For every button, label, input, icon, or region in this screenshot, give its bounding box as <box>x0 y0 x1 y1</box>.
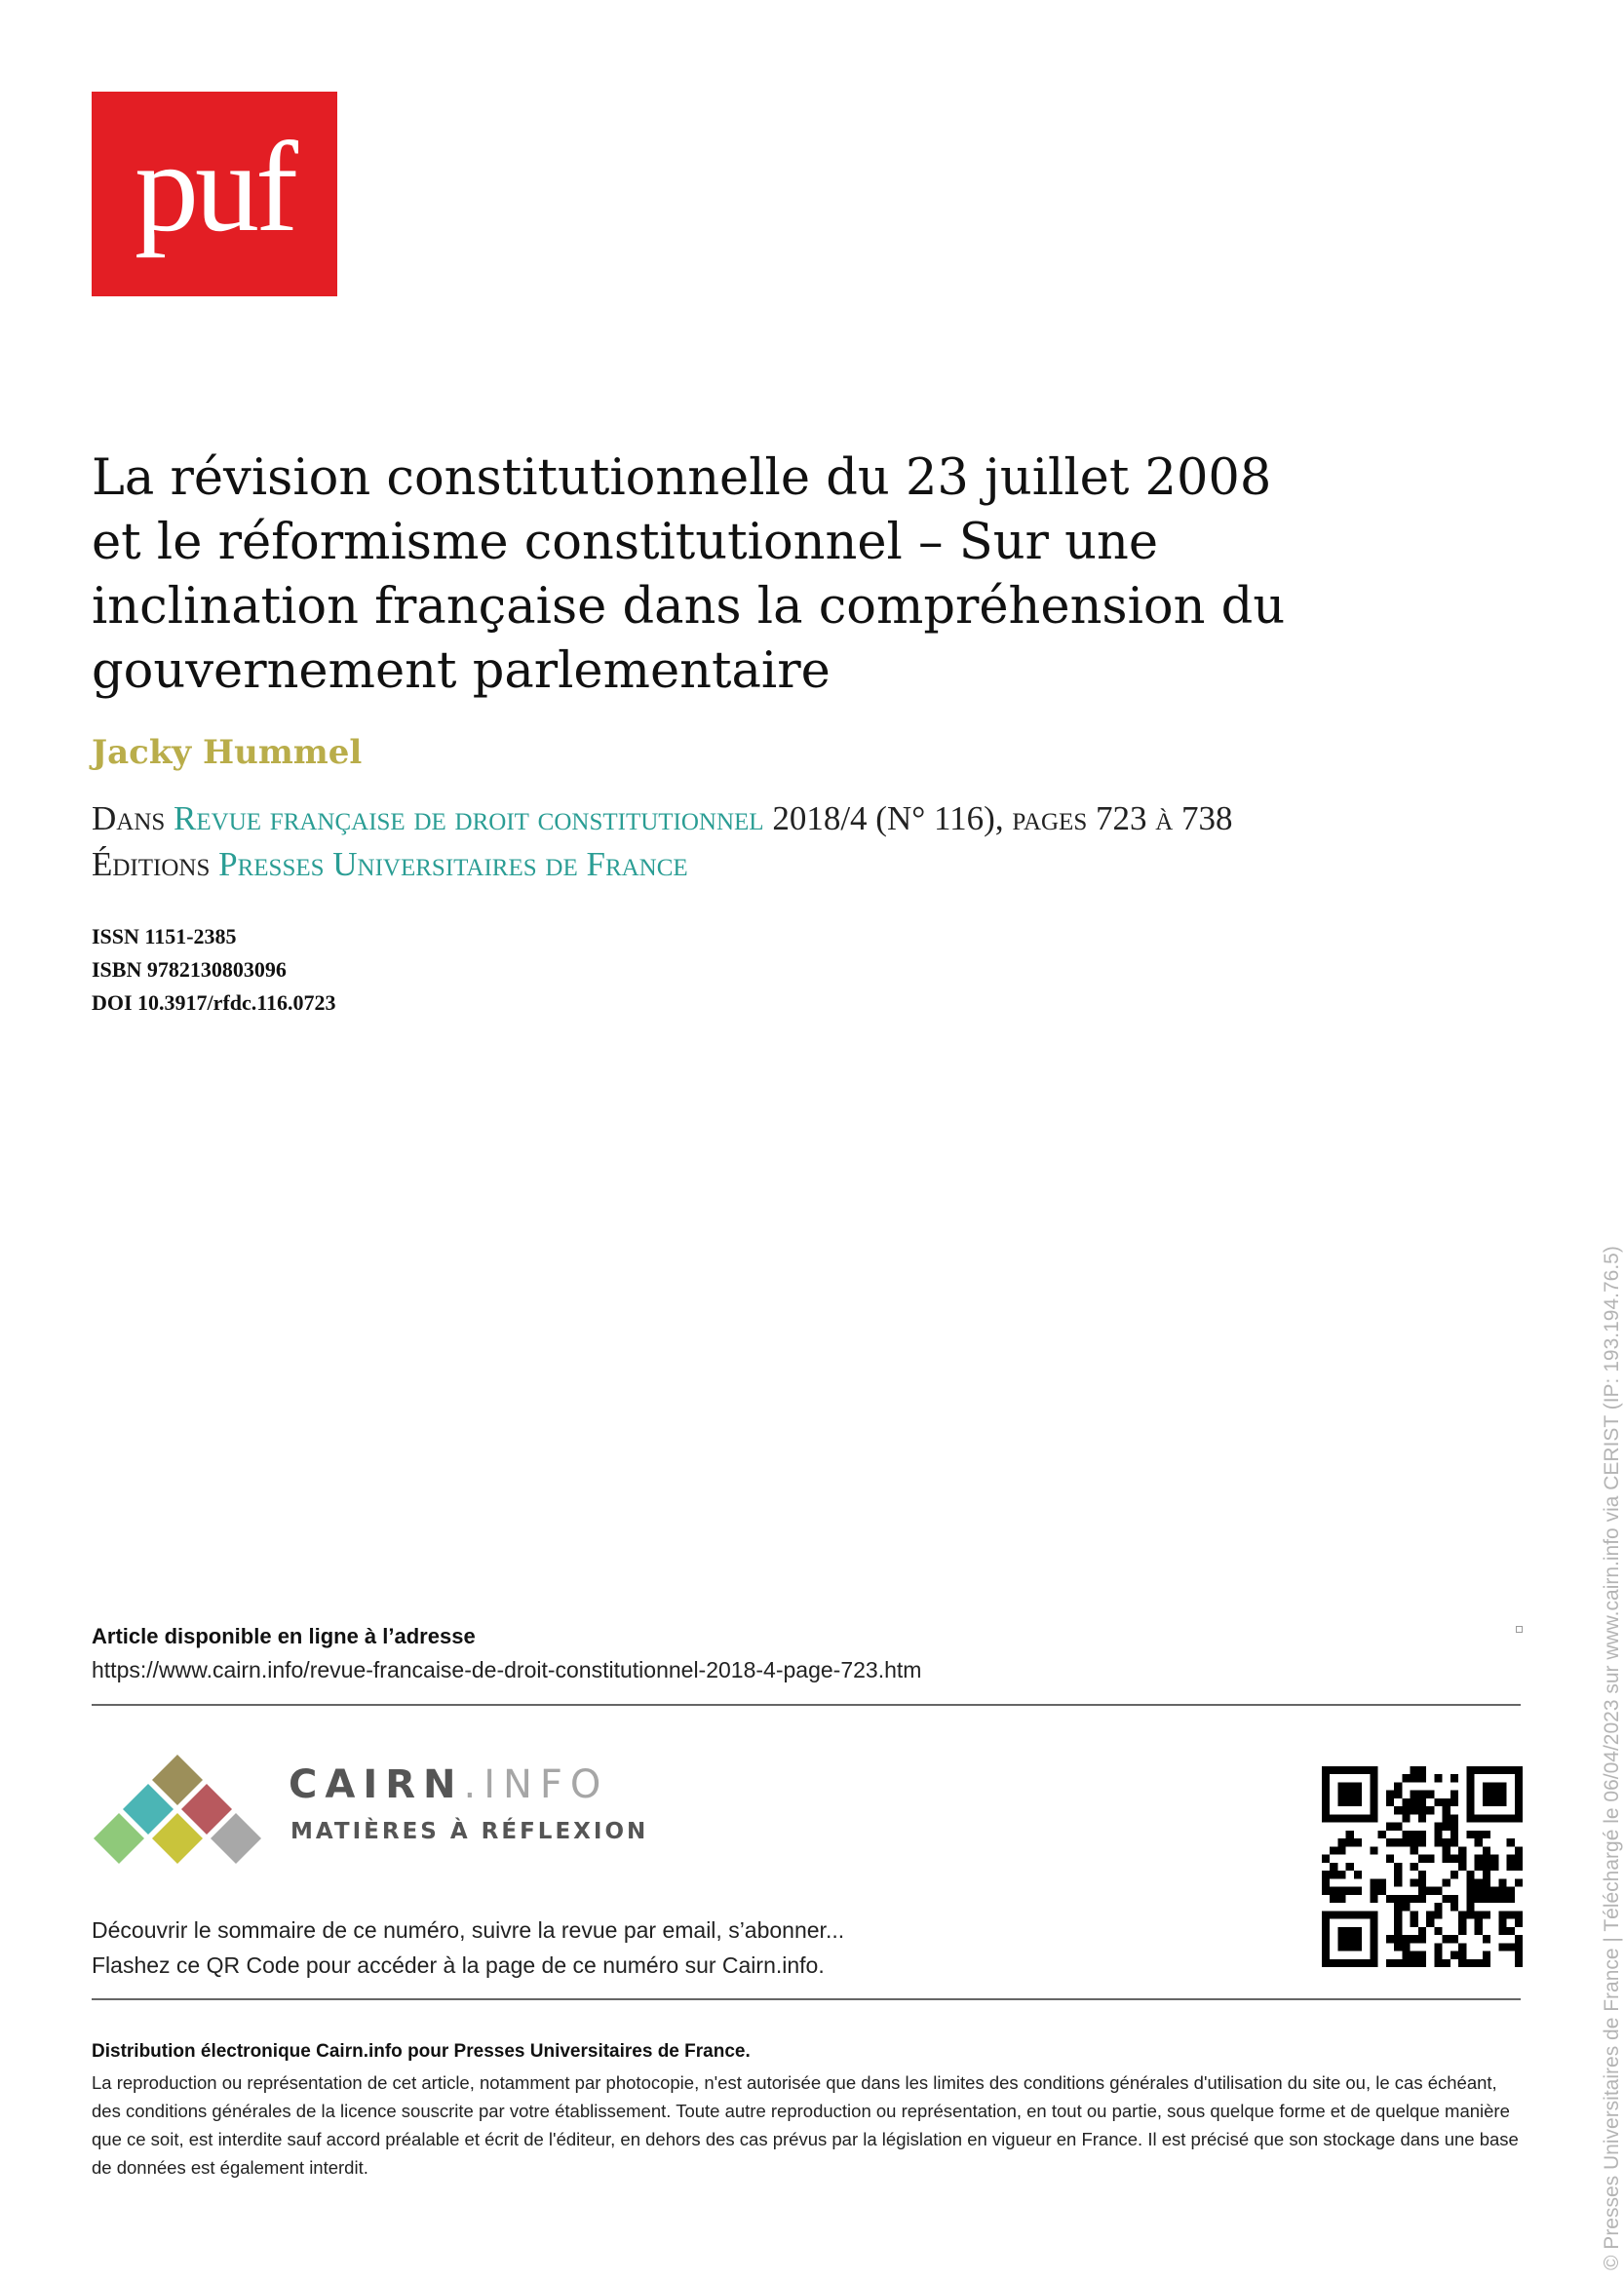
qr-module <box>1370 1846 1377 1854</box>
qr-module <box>1507 1863 1515 1871</box>
qr-module <box>1426 1911 1434 1918</box>
qr-module <box>1450 1823 1458 1831</box>
qr-module <box>1483 1887 1490 1895</box>
qr-module <box>1507 1943 1515 1951</box>
journal-line <box>92 795 1456 841</box>
qr-module <box>1483 1831 1490 1838</box>
qr-module <box>1434 1823 1442 1831</box>
qr-module <box>1458 1846 1466 1854</box>
qr-module <box>1411 1959 1418 1967</box>
qr-module <box>1475 1911 1483 1918</box>
qr-module <box>1346 1838 1354 1846</box>
qr-module <box>1507 1838 1515 1846</box>
qr-module <box>1515 1911 1523 1918</box>
qr-module <box>1330 1871 1337 1878</box>
qr-module <box>1466 1895 1474 1903</box>
divider-top <box>92 1704 1521 1706</box>
qr-module <box>1426 1919 1434 1927</box>
qr-module <box>1418 1871 1426 1878</box>
qr-module <box>1386 1855 1394 1863</box>
qr-module <box>1515 1855 1523 1863</box>
qr-module <box>1443 1878 1450 1886</box>
article-title: La révision constitutionnelle du 23 juillet 2008 et le réformisme constitutionnel – Sur une inclination française dans la compréhension du gouvernement parlementaire <box>92 449 1286 700</box>
qr-module <box>1418 1887 1426 1895</box>
qr-module <box>1466 1887 1474 1895</box>
qr-module <box>1498 1919 1506 1927</box>
qr-module <box>1458 1943 1466 1951</box>
qr-module <box>1450 1935 1458 1943</box>
publication-info <box>92 795 1456 887</box>
qr-module <box>1507 1911 1515 1918</box>
qr-module <box>1411 1935 1418 1943</box>
publisher-link[interactable]: Presses Universitaires de France <box>218 845 688 883</box>
qr-module <box>1515 1863 1523 1871</box>
cairn-diamond-logo <box>92 1755 263 1866</box>
qr-module <box>1402 1831 1410 1838</box>
qr-module <box>1434 1952 1442 1959</box>
qr-module <box>1466 1959 1474 1967</box>
qr-module <box>1330 1863 1337 1871</box>
qr-module <box>1411 1791 1418 1798</box>
download-watermark: © Presses Universitaires de France | Téléchargé le 06/04/2023 sur www.cairn.info via CERIST (IP: 193.194.76.5) <box>1601 1246 1623 2270</box>
qr-module <box>1515 1935 1523 1943</box>
qr-module <box>1330 1846 1337 1854</box>
qr-module <box>1418 1806 1426 1814</box>
qr-module <box>1426 1855 1434 1863</box>
qr-module <box>1418 1855 1426 1863</box>
qr-module <box>1411 1831 1418 1838</box>
qr-module <box>1466 1911 1474 1918</box>
qr-module <box>1443 1935 1450 1943</box>
qr-module <box>1322 1887 1330 1895</box>
editions-label: Éditions <box>92 845 211 883</box>
qr-module <box>1443 1806 1450 1814</box>
qr-module <box>1378 1887 1386 1895</box>
qr-module <box>1450 1903 1458 1911</box>
qr-module <box>1402 1952 1410 1959</box>
qr-module <box>1394 1911 1402 1918</box>
qr-module <box>1458 1855 1466 1863</box>
qr-module <box>1483 1878 1490 1886</box>
qr-module <box>1418 1814 1426 1822</box>
qr-module <box>1402 1798 1410 1806</box>
qr-module <box>1498 1927 1506 1935</box>
journal-link[interactable]: Revue française de droit constitutionnel <box>174 799 764 837</box>
qr-module <box>1394 1927 1402 1935</box>
qr-module <box>1370 1878 1377 1886</box>
qr-finder-core <box>1483 1782 1507 1806</box>
qr-module <box>1458 1911 1466 1918</box>
qr-module <box>1330 1887 1337 1895</box>
qr-module <box>1418 1791 1426 1798</box>
distribution-title: Distribution électronique Cairn.info pour Presses Universitaires de France. <box>92 2041 751 2062</box>
qr-module <box>1394 1838 1402 1846</box>
qr-module <box>1402 1895 1410 1903</box>
qr-module <box>1475 1927 1483 1935</box>
qr-module <box>1450 1855 1458 1863</box>
qr-module <box>1507 1887 1515 1895</box>
qr-module <box>1450 1798 1458 1806</box>
qr-module <box>1411 1846 1418 1854</box>
qr-module <box>1483 1855 1490 1863</box>
qr-module <box>1434 1838 1442 1846</box>
qr-module <box>1354 1887 1362 1895</box>
qr-module <box>1507 1855 1515 1863</box>
qr-module <box>1443 1814 1450 1822</box>
qr-module <box>1337 1846 1345 1854</box>
qr-module <box>1434 1911 1442 1918</box>
qr-module <box>1337 1887 1345 1895</box>
qr-module <box>1402 1959 1410 1967</box>
qr-module <box>1498 1878 1506 1886</box>
qr-module <box>1458 1959 1466 1967</box>
qr-module <box>1354 1871 1362 1878</box>
cairn-info: .INFO <box>463 1762 609 1807</box>
qr-module <box>1378 1831 1386 1838</box>
cairn-wordmark[interactable] <box>289 1762 608 1807</box>
qr-module <box>1475 1855 1483 1863</box>
qr-code[interactable] <box>1322 1766 1523 1967</box>
qr-module <box>1402 1838 1410 1846</box>
qr-module <box>1394 1863 1402 1871</box>
qr-module <box>1498 1943 1506 1951</box>
qr-module <box>1346 1831 1354 1838</box>
online-url-link[interactable]: https://www.cairn.info/revue-francaise-de-droit-constitutionnel-2018-4-page-723.htm <box>92 1657 922 1682</box>
qr-module <box>1475 1895 1483 1903</box>
identifiers <box>92 920 336 1020</box>
qr-module <box>1498 1887 1506 1895</box>
qr-module <box>1475 1959 1483 1967</box>
isbn: ISBN 9782130803096 <box>92 957 287 982</box>
qr-module <box>1337 1895 1345 1903</box>
qr-module <box>1426 1806 1434 1814</box>
qr-module <box>1466 1903 1474 1911</box>
qr-module <box>1458 1952 1466 1959</box>
qr-module <box>1483 1871 1490 1878</box>
qr-module <box>1418 1895 1426 1903</box>
qr-module <box>1418 1798 1426 1806</box>
qr-module <box>1443 1838 1450 1846</box>
qr-module <box>1394 1806 1402 1814</box>
qr-module <box>1498 1911 1506 1918</box>
qr-module <box>1443 1823 1450 1831</box>
qr-finder-core <box>1337 1927 1362 1952</box>
qr-module <box>1515 1952 1523 1959</box>
qr-module <box>1475 1831 1483 1838</box>
qr-module <box>1394 1823 1402 1831</box>
page-range: , pages 723 à 738 <box>994 799 1233 837</box>
qr-module <box>1418 1952 1426 1959</box>
qr-module <box>1475 1863 1483 1871</box>
qr-module <box>1394 1943 1402 1951</box>
issue-number: 2018/4 (N° 116) <box>772 799 995 837</box>
qr-module <box>1418 1831 1426 1838</box>
qr-module <box>1418 1878 1426 1886</box>
qr-module <box>1434 1831 1442 1838</box>
qr-module <box>1418 1838 1426 1846</box>
qr-module <box>1411 1895 1418 1903</box>
qr-module <box>1346 1887 1354 1895</box>
qr-module <box>1402 1806 1410 1814</box>
qr-module <box>1483 1959 1490 1967</box>
qr-module <box>1515 1959 1523 1967</box>
qr-module <box>1418 1959 1426 1967</box>
marker-box <box>1516 1626 1523 1633</box>
qr-module <box>1394 1959 1402 1967</box>
qr-module <box>1443 1895 1450 1903</box>
qr-module <box>1450 1952 1458 1959</box>
qr-module <box>1458 1863 1466 1871</box>
qr-module <box>1394 1871 1402 1878</box>
qr-module <box>1434 1943 1442 1951</box>
qr-module <box>1337 1871 1345 1878</box>
qr-module <box>1411 1952 1418 1959</box>
online-label: Article disponible en ligne à l’adresse <box>92 1624 476 1648</box>
dans-label: Dans <box>92 799 166 837</box>
cairn-tagline: MATIÈRES À RÉFLEXION <box>290 1819 649 1844</box>
qr-module <box>1370 1887 1377 1895</box>
issn: ISSN 1151-2385 <box>92 924 237 948</box>
qr-module <box>1411 1774 1418 1782</box>
qr-module <box>1434 1927 1442 1935</box>
qr-module <box>1411 1919 1418 1927</box>
qr-module <box>1475 1919 1483 1927</box>
qr-module <box>1402 1903 1410 1911</box>
qr-module <box>1483 1846 1490 1854</box>
qr-module <box>1346 1863 1354 1871</box>
qr-module <box>1418 1935 1426 1943</box>
qr-module <box>1450 1871 1458 1878</box>
discover-line-1: Découvrir le sommaire de ce numéro, suivre la revue par email, s’abonner... <box>92 1917 845 1943</box>
qr-module <box>1498 1895 1506 1903</box>
qr-module <box>1386 1959 1394 1967</box>
qr-module <box>1490 1863 1498 1871</box>
qr-module <box>1434 1903 1442 1911</box>
discover-line-2: Flashez ce QR Code pour accéder à la page de ce numéro sur Cairn.info. <box>92 1952 825 1978</box>
qr-module <box>1411 1911 1418 1918</box>
qr-module <box>1411 1878 1418 1886</box>
qr-module <box>1443 1798 1450 1806</box>
qr-module <box>1483 1952 1490 1959</box>
qr-module <box>1411 1806 1418 1814</box>
qr-module <box>1386 1935 1394 1943</box>
puf-logo <box>92 92 337 296</box>
qr-module <box>1370 1895 1377 1903</box>
qr-module <box>1394 1935 1402 1943</box>
qr-module <box>1434 1798 1442 1806</box>
qr-module <box>1507 1895 1515 1903</box>
qr-module <box>1466 1871 1474 1878</box>
discover-text <box>92 1913 844 1983</box>
qr-module <box>1443 1846 1450 1854</box>
qr-module <box>1394 1919 1402 1927</box>
qr-module <box>1443 1855 1450 1863</box>
qr-module <box>1475 1887 1483 1895</box>
qr-module <box>1450 1774 1458 1782</box>
qr-module <box>1402 1814 1410 1822</box>
qr-module <box>1450 1831 1458 1838</box>
qr-module <box>1411 1766 1418 1774</box>
qr-module <box>1402 1935 1410 1943</box>
qr-module <box>1411 1798 1418 1806</box>
qr-module <box>1418 1927 1426 1935</box>
qr-module <box>1515 1878 1523 1886</box>
qr-module <box>1483 1863 1490 1871</box>
qr-module <box>1458 1927 1466 1935</box>
qr-module <box>1322 1855 1330 1863</box>
qr-module <box>1402 1774 1410 1782</box>
qr-module <box>1337 1838 1345 1846</box>
qr-module <box>1466 1878 1474 1886</box>
qr-module <box>1394 1782 1402 1790</box>
qr-module <box>1483 1895 1490 1903</box>
qr-module <box>1411 1838 1418 1846</box>
qr-module <box>1402 1943 1410 1951</box>
publisher-line <box>92 841 1456 887</box>
qr-module <box>1490 1855 1498 1863</box>
qr-module <box>1394 1791 1402 1798</box>
divider-bottom <box>92 1998 1521 2000</box>
qr-module <box>1386 1838 1394 1846</box>
qr-module <box>1507 1927 1515 1935</box>
qr-module <box>1386 1798 1394 1806</box>
qr-module <box>1394 1895 1402 1903</box>
qr-module <box>1450 1838 1458 1846</box>
article-author[interactable]: Jacky Hummel <box>92 733 363 772</box>
qr-module <box>1322 1871 1330 1878</box>
qr-module <box>1475 1878 1483 1886</box>
qr-module <box>1386 1823 1394 1831</box>
qr-module <box>1354 1838 1362 1846</box>
puf-logo-text: puf <box>135 115 294 258</box>
cairn-name: CAIRN <box>289 1762 464 1807</box>
qr-module <box>1426 1887 1434 1895</box>
qr-module <box>1466 1831 1474 1838</box>
qr-module <box>1394 1903 1402 1911</box>
qr-module <box>1434 1774 1442 1782</box>
qr-finder-core <box>1337 1782 1362 1806</box>
qr-module <box>1450 1814 1458 1822</box>
qr-module <box>1450 1895 1458 1903</box>
qr-module <box>1434 1959 1442 1967</box>
qr-module <box>1322 1878 1330 1886</box>
qr-module <box>1490 1887 1498 1895</box>
qr-module <box>1515 1919 1523 1927</box>
legal-notice: La reproduction ou représentation de cet article, notamment par photocopie, n'est autorisée que dans les limites des conditions générales d'utilisation du site ou, le cas échéant, des conditions générales de la licence souscrite par votre établissement. Toute autre reproduction ou représentation, en tout ou partie, sous quelque forme et de quelque manière que ce soit, est interdite sauf accord préalable et écrit de l'éditeur, en dehors des cas prévus par la législation en vigueur en France. Il est précisé que son stockage dans une base de données est également interdit. <box>92 2072 1519 2178</box>
qr-module <box>1411 1863 1418 1871</box>
qr-module <box>1443 1959 1450 1967</box>
qr-module <box>1515 1846 1523 1854</box>
qr-module <box>1434 1887 1442 1895</box>
qr-module <box>1515 1943 1523 1951</box>
qr-module <box>1330 1895 1337 1903</box>
qr-module <box>1386 1791 1394 1798</box>
qr-module <box>1475 1838 1483 1846</box>
qr-module <box>1490 1895 1498 1903</box>
qr-module <box>1450 1791 1458 1798</box>
qr-module <box>1458 1919 1466 1927</box>
qr-module <box>1418 1766 1426 1774</box>
qr-module <box>1378 1878 1386 1886</box>
qr-module <box>1426 1791 1434 1798</box>
qr-module <box>1418 1774 1426 1782</box>
qr-module <box>1386 1895 1394 1903</box>
qr-module <box>1483 1935 1490 1943</box>
doi: DOI 10.3917/rfdc.116.0723 <box>92 990 336 1015</box>
qr-module <box>1483 1911 1490 1918</box>
qr-module <box>1394 1878 1402 1886</box>
